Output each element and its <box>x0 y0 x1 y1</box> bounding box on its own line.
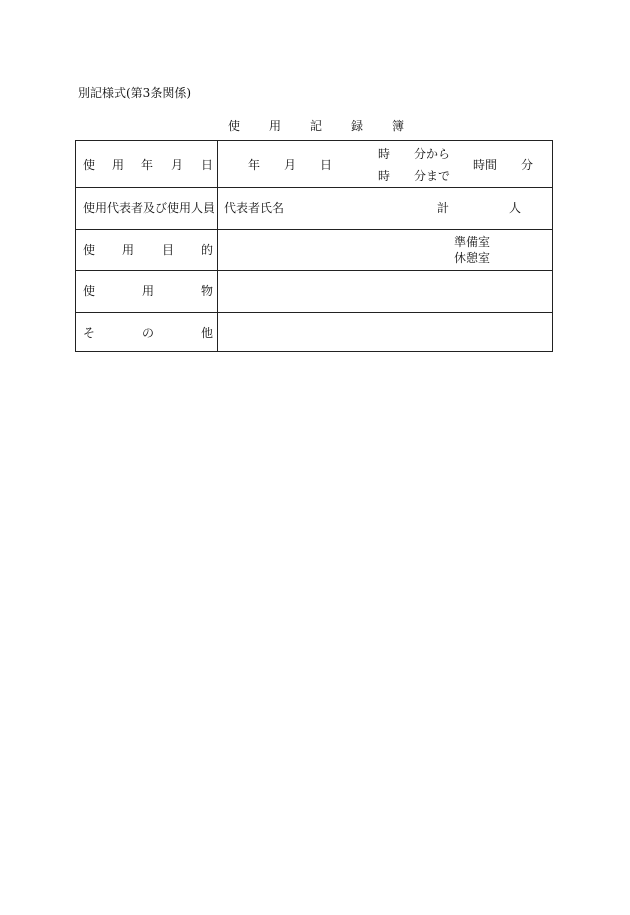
label-users: 使用代表者及び使用人員 <box>83 201 216 215</box>
column-divider <box>217 141 218 351</box>
form-label: 別記様式(第3条関係) <box>78 86 191 100</box>
title-char: 用 <box>269 119 282 133</box>
label-char: 他 <box>201 326 214 340</box>
label-char: 物 <box>201 284 214 298</box>
duration-hours-unit: 時間 <box>473 158 498 172</box>
title-char: 録 <box>351 119 364 133</box>
duration-minutes-unit: 分 <box>521 158 534 172</box>
end-minute-unit: 分まで <box>414 169 451 183</box>
label-char: 目 <box>162 243 175 257</box>
title-char: 使 <box>228 119 241 133</box>
label-char: 的 <box>201 243 214 257</box>
title-char: 記 <box>310 119 323 133</box>
label-char: 用 <box>122 243 135 257</box>
label-char: 用 <box>112 158 125 172</box>
total-label: 計 <box>437 201 450 215</box>
label-char: 月 <box>171 158 184 172</box>
row-divider <box>76 270 552 271</box>
date-month-unit: 月 <box>284 158 297 172</box>
label-char: そ <box>83 326 96 340</box>
row-divider <box>76 187 552 188</box>
row-divider <box>76 312 552 313</box>
label-char: 用 <box>142 284 155 298</box>
label-char: 使 <box>83 284 96 298</box>
label-char: 使 <box>83 158 96 172</box>
label-char: 日 <box>201 158 214 172</box>
end-hour-unit: 時 <box>378 169 391 183</box>
label-char: 使 <box>83 243 96 257</box>
usage-record-table <box>75 140 553 352</box>
start-hour-unit: 時 <box>378 147 391 161</box>
label-char: の <box>142 326 155 340</box>
label-char: 年 <box>141 158 154 172</box>
row-divider <box>76 229 552 230</box>
title-char: 簿 <box>392 119 405 133</box>
room-option-rest: 休憩室 <box>454 251 491 265</box>
representative-name-label: 代表者氏名 <box>224 201 285 215</box>
start-minute-unit: 分から <box>414 147 451 161</box>
room-option-preparation: 準備室 <box>454 235 491 249</box>
date-year-unit: 年 <box>248 158 261 172</box>
date-day-unit: 日 <box>320 158 333 172</box>
person-unit: 人 <box>509 201 522 215</box>
